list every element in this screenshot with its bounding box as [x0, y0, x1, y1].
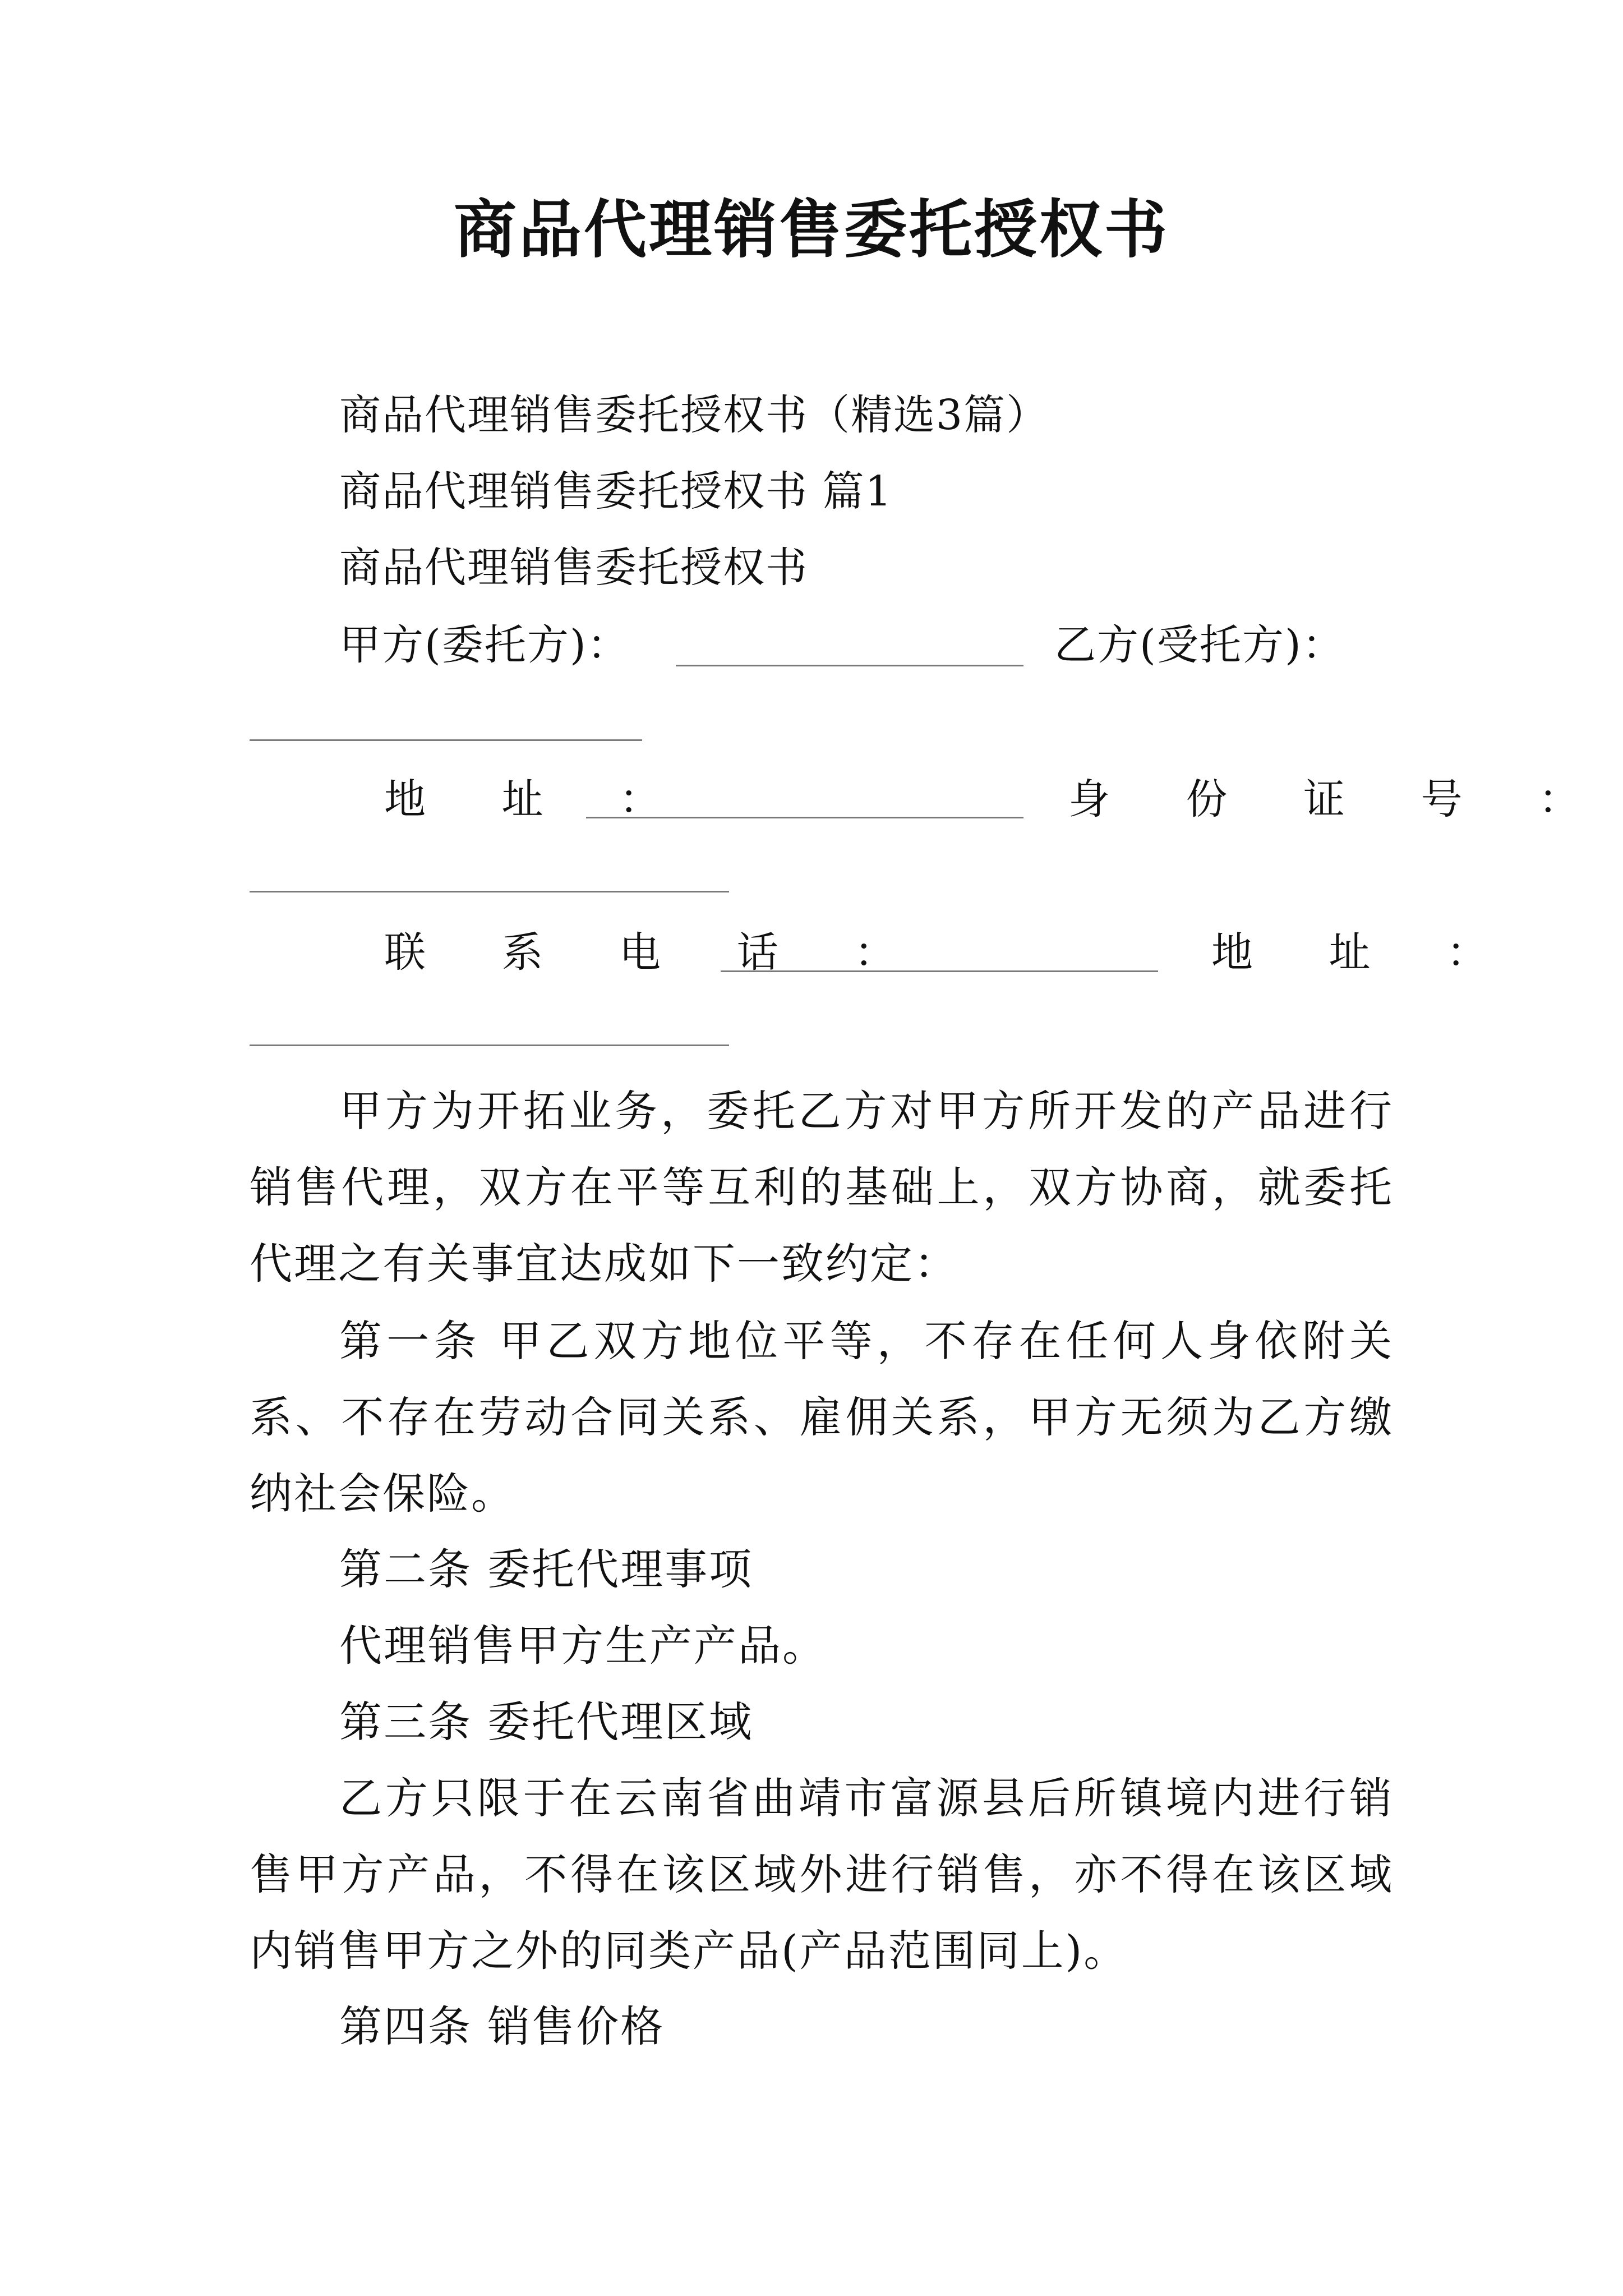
party-a-label: 甲方(委托方)： — [339, 621, 630, 669]
id-number-blank[interactable] — [250, 891, 729, 892]
paragraph-article-4: 第四条 销售价格 — [339, 2001, 665, 2051]
id-number-label: 身 份 证 号 ： — [1068, 775, 1612, 823]
address-blank[interactable] — [586, 817, 1023, 818]
phone-blank[interactable] — [721, 970, 1158, 972]
part-heading: 商品代理销售委托授权书 篇1 — [339, 467, 893, 516]
address2-label: 地 址 ： — [1211, 928, 1520, 977]
paragraph-article-3: 第三条 委托代理区域 — [339, 1697, 754, 1747]
paragraph-article-1: 第一条 甲乙双方地位平等，不存在任何人身依附关系、不存在劳动合同关系、雇佣关系，甲方无须为乙方缴纳社会保险。 — [250, 1316, 1394, 1519]
document-title: 商品代理销售委托授权书 — [454, 194, 1169, 266]
party-b-label: 乙方(受托方)： — [1054, 621, 1345, 669]
paragraph-intro: 甲方为开拓业务，委托乙方对甲方所开发的产品进行销售代理，双方在平等互利的基础上，双方协商，就委托代理之有关事宜达成如下一致约定： — [250, 1086, 1394, 1289]
party-a-blank[interactable] — [676, 665, 1023, 666]
party-b-blank[interactable] — [250, 739, 642, 741]
address-label: 地 址 ： — [384, 775, 693, 823]
section-heading: 商品代理销售委托授权书 — [339, 544, 808, 592]
address2-blank[interactable] — [250, 1045, 729, 1046]
phone-label: 联 系 电 话 ： — [384, 928, 928, 977]
paragraph-article-2: 第二条 委托代理事项 — [339, 1544, 754, 1594]
document-subtitle: 商品代理销售委托授权书（精选3篇） — [339, 391, 1049, 439]
paragraph-article-2-body: 代理销售甲方生产产品。 — [339, 1621, 827, 1671]
paragraph-article-3-body: 乙方只限于在云南省曲靖市富源县后所镇境内进行销售甲方产品，不得在该区域外进行销售，亦不得在该区域内销售甲方之外的同类产品(产品范围同上)。 — [250, 1773, 1394, 1976]
